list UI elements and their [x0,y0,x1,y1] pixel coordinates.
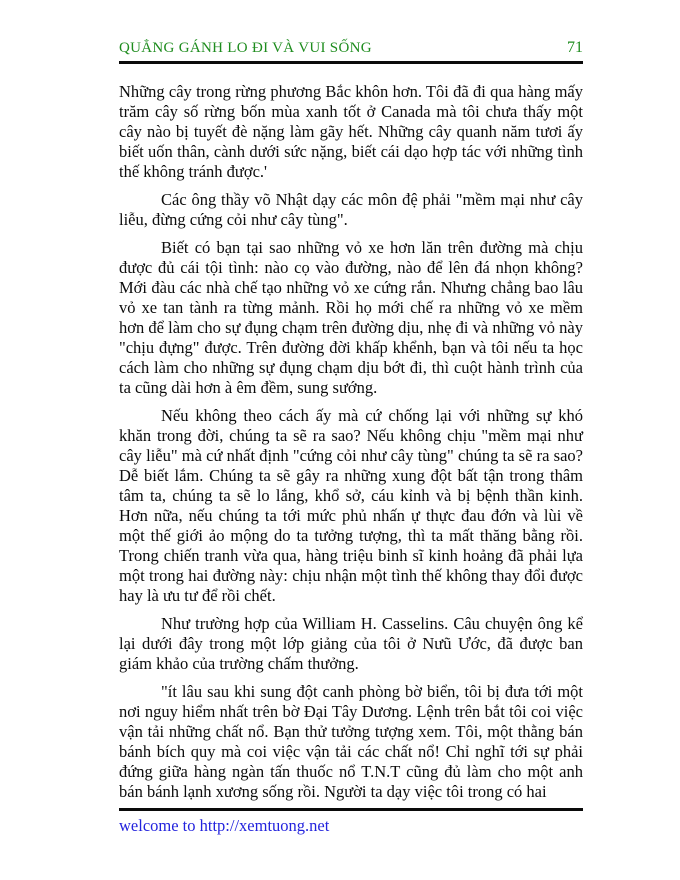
book-title: QUẲNG GÁNH LO ĐI VÀ VUI SỐNG [119,40,372,56]
page-footer [119,808,583,836]
footer-site-link[interactable]: welcome to http://xemtuong.net [119,816,330,835]
paragraph: Biết có bạn tại sao những vỏ xe hơn lăn trên đường mà chịu được đủ cái tội tình: nào cọ vào đường, nào để lên đá nhọn không? Mới đàu các nhà chế tạo những vỏ xe cứng rắn. Nhưng chẳng bao lâu vỏ xe tan tành ra từng mảnh. Rồi họ mới chế ra những vỏ xe mềm hơn để làm cho sự đụng chạm trên đường dịu, nhẹ đi và những vỏ này "chịu đựng" được. Trên đường đời khấp khểnh, bạn và tôi nếu ta học cách làm cho những sự đụng chạm dịu bớt đi, thì cuột hành trình của ta cũng dài hơn à êm đềm, sung sướng. [119,238,583,397]
page-header [119,39,583,64]
paragraph: "ít lâu sau khi sung đột canh phòng bờ biển, tôi bị đưa tới một nơi nguy hiểm nhất trên bờ Đại Tây Dương. Lệnh trên bắt tôi coi việc vận tải những chất nổ. Bạn thử tưởng tượng xem. Tôi, một thằng bán bánh bích quy mà coi việc vận tải các chất nổ! Chỉ nghĩ tới sự phải đứng giữa hàng ngàn tấn thuốc nổ T.N.T cũng đủ làm cho một anh bán bánh lạnh xương sống rồi. Người ta dạy việc tôi trong có hai [119,682,583,801]
page-body [119,82,583,810]
paragraph: Các ông thầy võ Nhật dạy các môn đệ phải "mềm mại như cây liễu, đừng cứng cỏi như cây tùng". [119,190,583,229]
paragraph: Những cây trong rừng phương Bắc khôn hơn. Tôi đã đi qua hàng mấy trăm cây số rừng bốn mùa xanh tốt ở Canada mà tôi chưa thấy một cây nào bị tuyết đè nặng làm gãy hết. Những cây quanh năm tươi ấy biết uốn thân, cành dưới sức nặng, biết cái dạo hợp tác với những tình thế không tránh được.' [119,82,583,181]
paragraph: Như trường hợp của William H. Casselins. Câu chuyện ông kể lại dưới đây trong một lớp giảng của tôi ở Nưũ Ước, đã được ban giám khảo của trường chấm thưởng. [119,614,583,673]
page-number: 71 [567,39,583,56]
paragraph: Nếu không theo cách ấy mà cứ chống lại với những sự khó khăn trong đời, chúng ta sẽ ra sao? Nếu không chịu "mềm mại như cây liễu" mà cứ nhất định "cứng cỏi như cây tùng" chúng ta sẽ ra sao? Dễ biết lắm. Chúng ta sẽ gây ra những xung đột bất tận trong thâm tâm ta, chúng ta sẽ lo lắng, khổ sở, cáu kỉnh và bị bệnh thần kinh. Hơn nữa, nếu chúng ta tới mức phủ nhấn ự thực đau đớn và lùi về một thế giới ảo mộng do ta tưởng tượng, thì ta mất thăng bằng rồi. Trong chiến tranh vừa qua, hàng triệu binh sĩ kinh hoảng đã phải lựa một trong hai đường này: chịu nhận một tình thế không thay đổi được hay là ưu tư để rồi chết. [119,406,583,605]
